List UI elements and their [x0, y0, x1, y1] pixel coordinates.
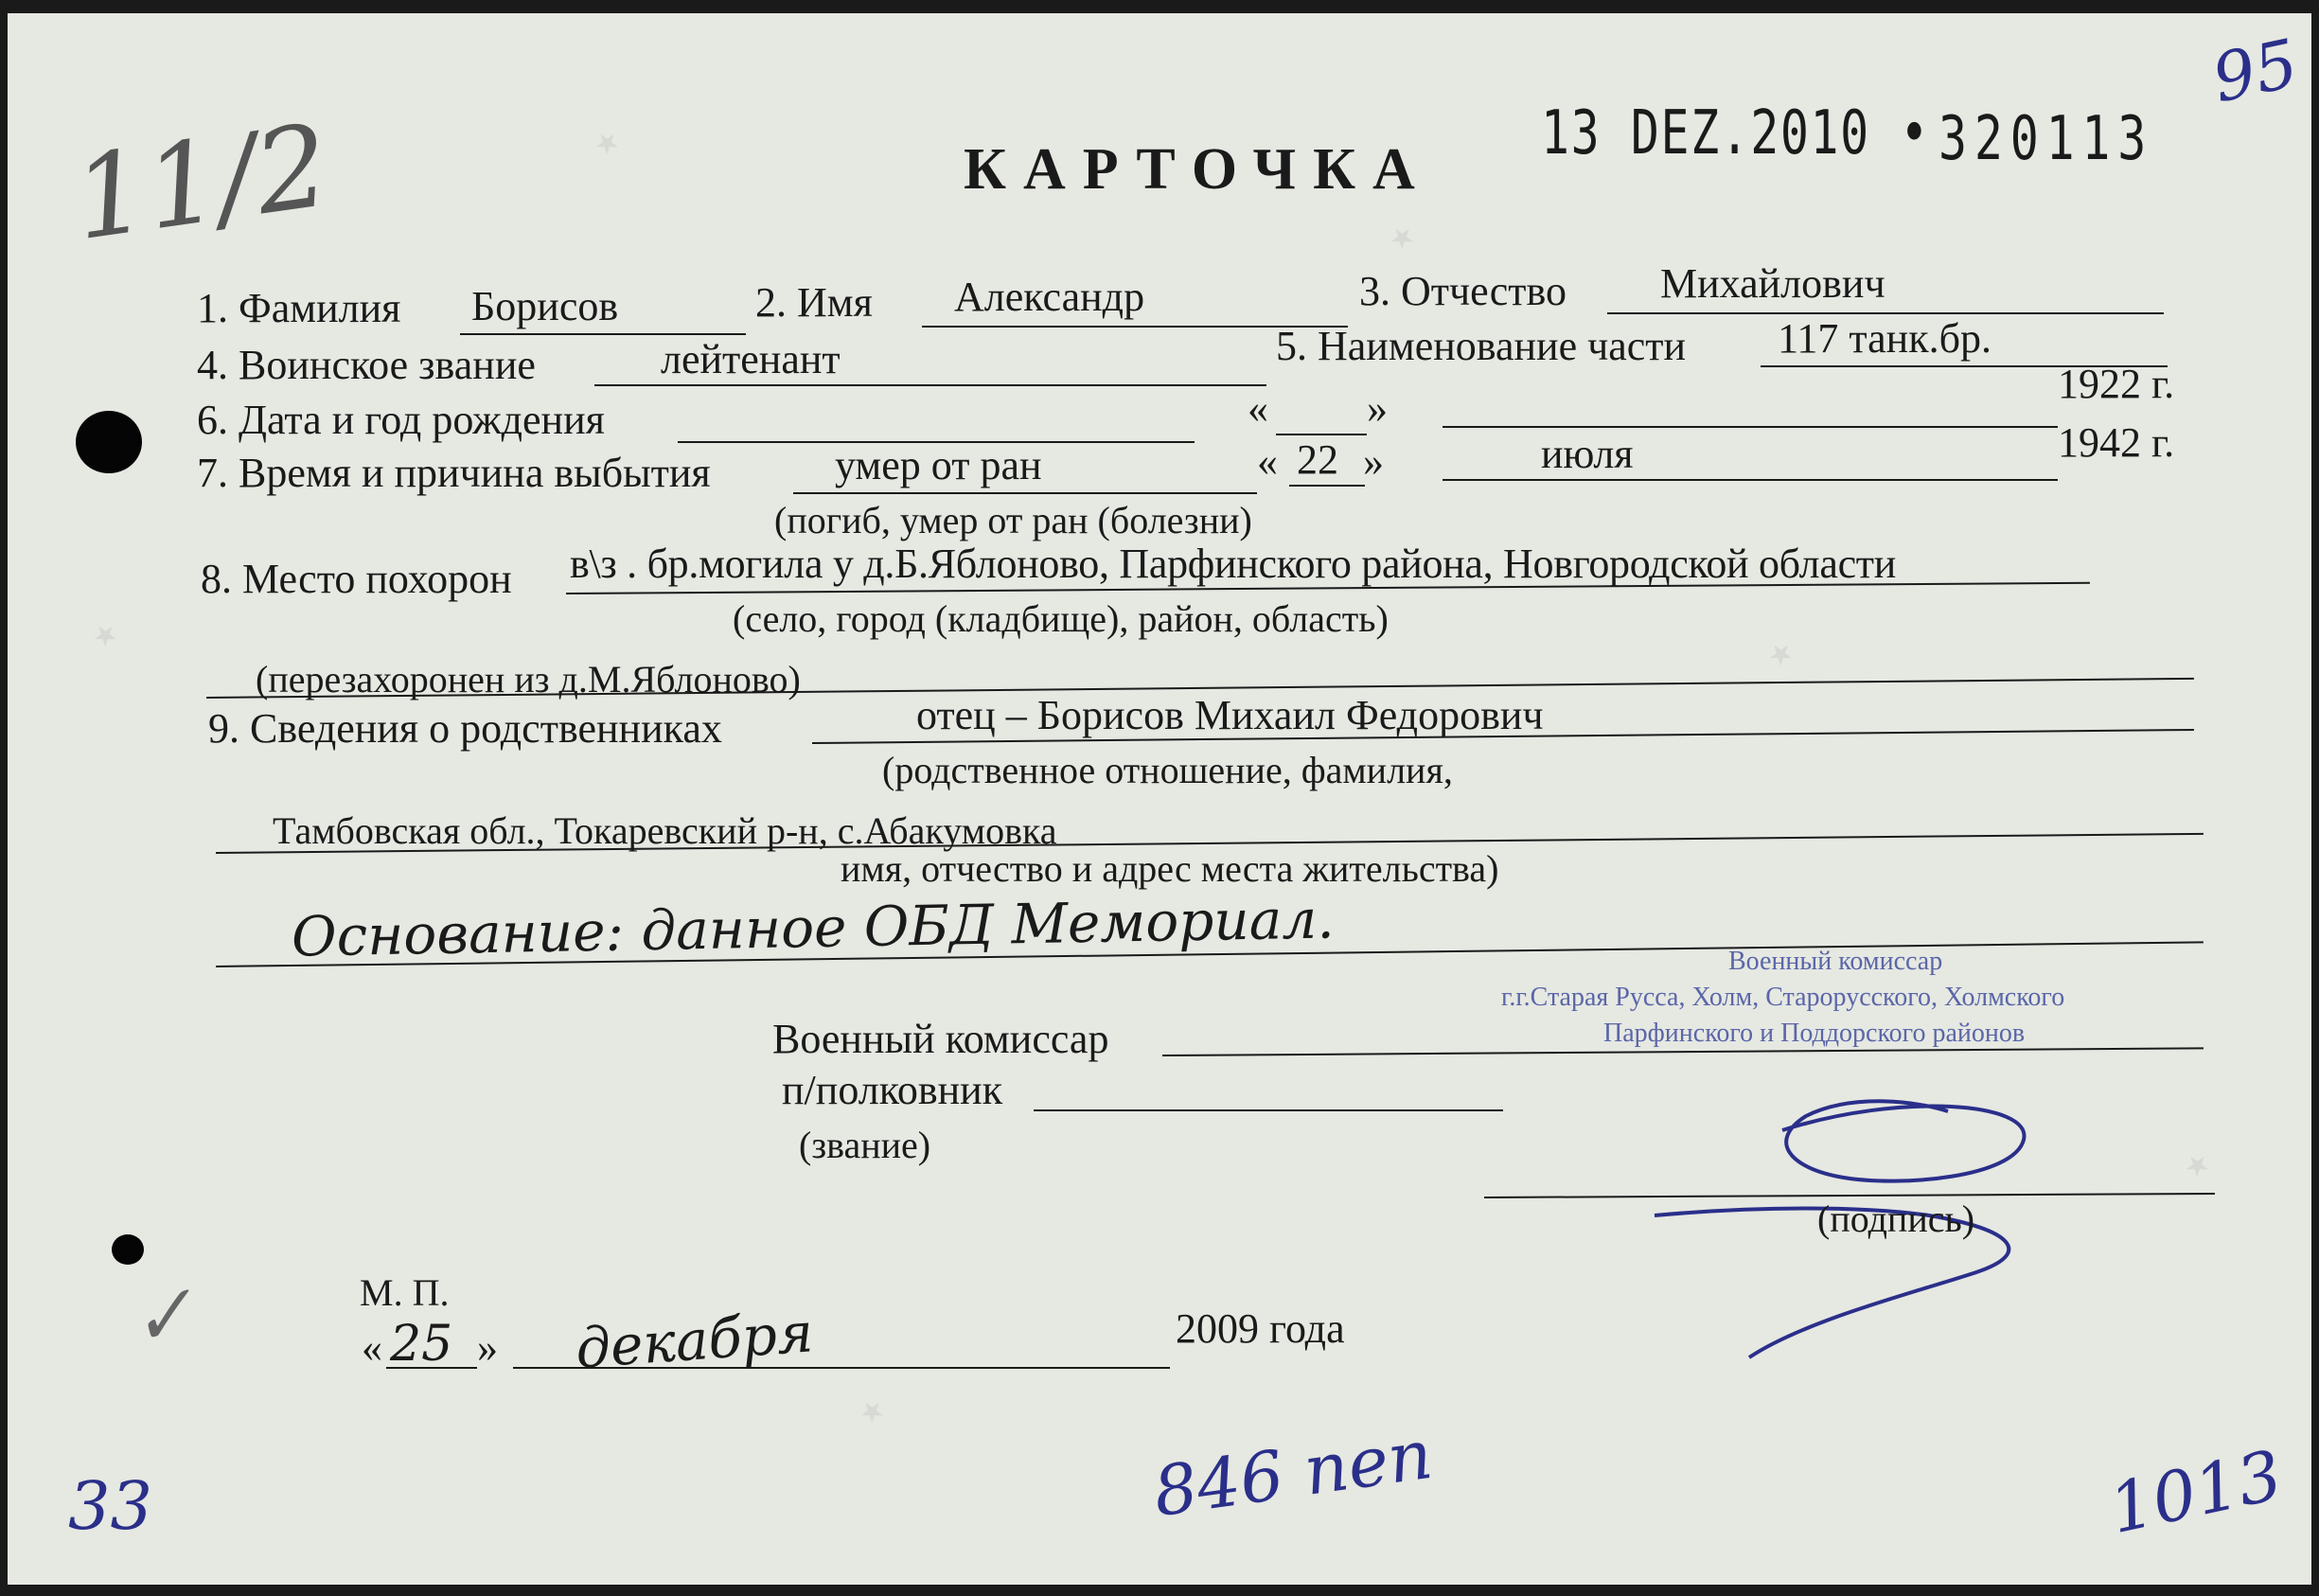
departure-hint: (погиб, умер от ран (болезни): [774, 499, 1252, 541]
date-year: 2009 года: [1176, 1305, 1345, 1352]
unit-value: 117 танк.бр.: [1778, 315, 1992, 362]
burial-label: 8. Место похорон: [201, 556, 512, 602]
burial-hint: (село, город (кладбище), район, область): [733, 597, 1389, 640]
date-day-underline: [386, 1367, 477, 1369]
rank-field-value: лейтенант: [661, 336, 841, 382]
punch-hole: [112, 1234, 144, 1265]
watermark: ★: [852, 1391, 893, 1433]
firstname-value: Александр: [954, 274, 1145, 320]
watermark: ★: [1761, 633, 1801, 676]
relatives-address: Тамбовская обл., Токаревский р-н, с.Абакумовка: [273, 809, 1057, 852]
birth-quote-open: «: [1248, 385, 1268, 432]
burial-value: в\з . бр.могила у д.Б.Яблоново, Парфинского района, Новгородской области: [570, 541, 1896, 587]
departure-year: 1942 г.: [2058, 419, 2175, 466]
unit-label: 5. Наименование части: [1276, 323, 1687, 369]
departure-reason-underline: [793, 492, 1257, 494]
watermark: ★: [2177, 1144, 2218, 1187]
burial-extra: (перезахоронен из д.М.Яблоново): [256, 658, 801, 700]
birth-label: 6. Дата и год рождения: [197, 397, 605, 443]
surname-label: 1. Фамилия: [197, 285, 401, 331]
commissar-label: Военный комиссар: [772, 1016, 1109, 1062]
handwritten-check-mark: ✓: [123, 1267, 202, 1366]
departure-day: 22: [1297, 436, 1338, 483]
date-month-underline: [513, 1367, 1170, 1369]
handwritten-number-center: 846 пеп: [1148, 1413, 1438, 1533]
birth-year: 1922 г.: [2058, 361, 2175, 407]
punch-hole: [76, 411, 142, 473]
departure-month-underline: [1443, 479, 2058, 481]
departure-quote-open: «: [1257, 438, 1278, 485]
rank-value-underline: [1034, 1109, 1503, 1111]
firstname-label: 2. Имя: [755, 279, 873, 326]
date-month: декабря: [573, 1300, 816, 1381]
watermark: ★: [85, 614, 126, 657]
departure-quote-close: »: [1363, 438, 1384, 485]
rank-label: 4. Воинское звание: [197, 342, 536, 388]
stamp-line-2: г.г.Старая Русса, Холм, Старорусского, Холмского: [1501, 983, 2065, 1012]
date-quote-open: «: [362, 1324, 382, 1371]
basis-handwritten: Основание: данное ОБД Мемориал.: [291, 886, 1336, 969]
birth-month-underline: [1443, 426, 2058, 428]
relatives-hint-1: (родственное отношение, фамилия,: [882, 749, 1453, 791]
watermark: ★: [587, 122, 628, 165]
rank-value: п/полковник: [782, 1067, 1003, 1113]
date-day: 25: [390, 1316, 453, 1373]
seal-place-label: М. П.: [360, 1271, 450, 1314]
relatives-label: 9. Сведения о родственниках: [208, 705, 722, 752]
rank-hint: (звание): [799, 1124, 931, 1166]
handwritten-number-right: 1013: [2102, 1434, 2289, 1550]
departure-month: июля: [1541, 431, 1634, 477]
departure-label: 7. Время и причина выбытия: [197, 450, 711, 496]
stamp-line-1: Военный комиссар: [1728, 947, 1943, 976]
signature-hint: (подпись): [1817, 1197, 1975, 1240]
patronymic-value: Михайлович: [1660, 260, 1885, 307]
date-quote-close: »: [477, 1324, 498, 1371]
departure-day-underline: [1289, 485, 1365, 487]
birth-quote-close: »: [1367, 385, 1388, 432]
relatives-value: отец – Борисов Михаил Федорович: [916, 692, 1544, 738]
relatives-hint-2: имя, отчество и адрес места жительства): [841, 847, 1499, 890]
archive-card: [8, 13, 2311, 1585]
handwritten-page-number: 95: [2205, 24, 2305, 118]
handwritten-number-left: 33: [68, 1467, 153, 1545]
handwritten-mark-top-left: 11/2: [65, 99, 337, 267]
patronymic-label: 3. Отчество: [1359, 268, 1567, 314]
stamp-date: 13 DEZ.2010 •: [1541, 98, 1930, 168]
watermark: ★: [1382, 217, 1423, 259]
surname-value: Борисов: [471, 283, 619, 329]
stamp-line-3: Парфинского и Поддорского районов: [1603, 1019, 2026, 1048]
rank-underline: [594, 384, 1266, 386]
stamp-number: 320113: [1938, 104, 2154, 174]
card-title: КАРТОЧКА: [964, 137, 1432, 202]
departure-reason-value: умер от ран: [835, 442, 1042, 488]
